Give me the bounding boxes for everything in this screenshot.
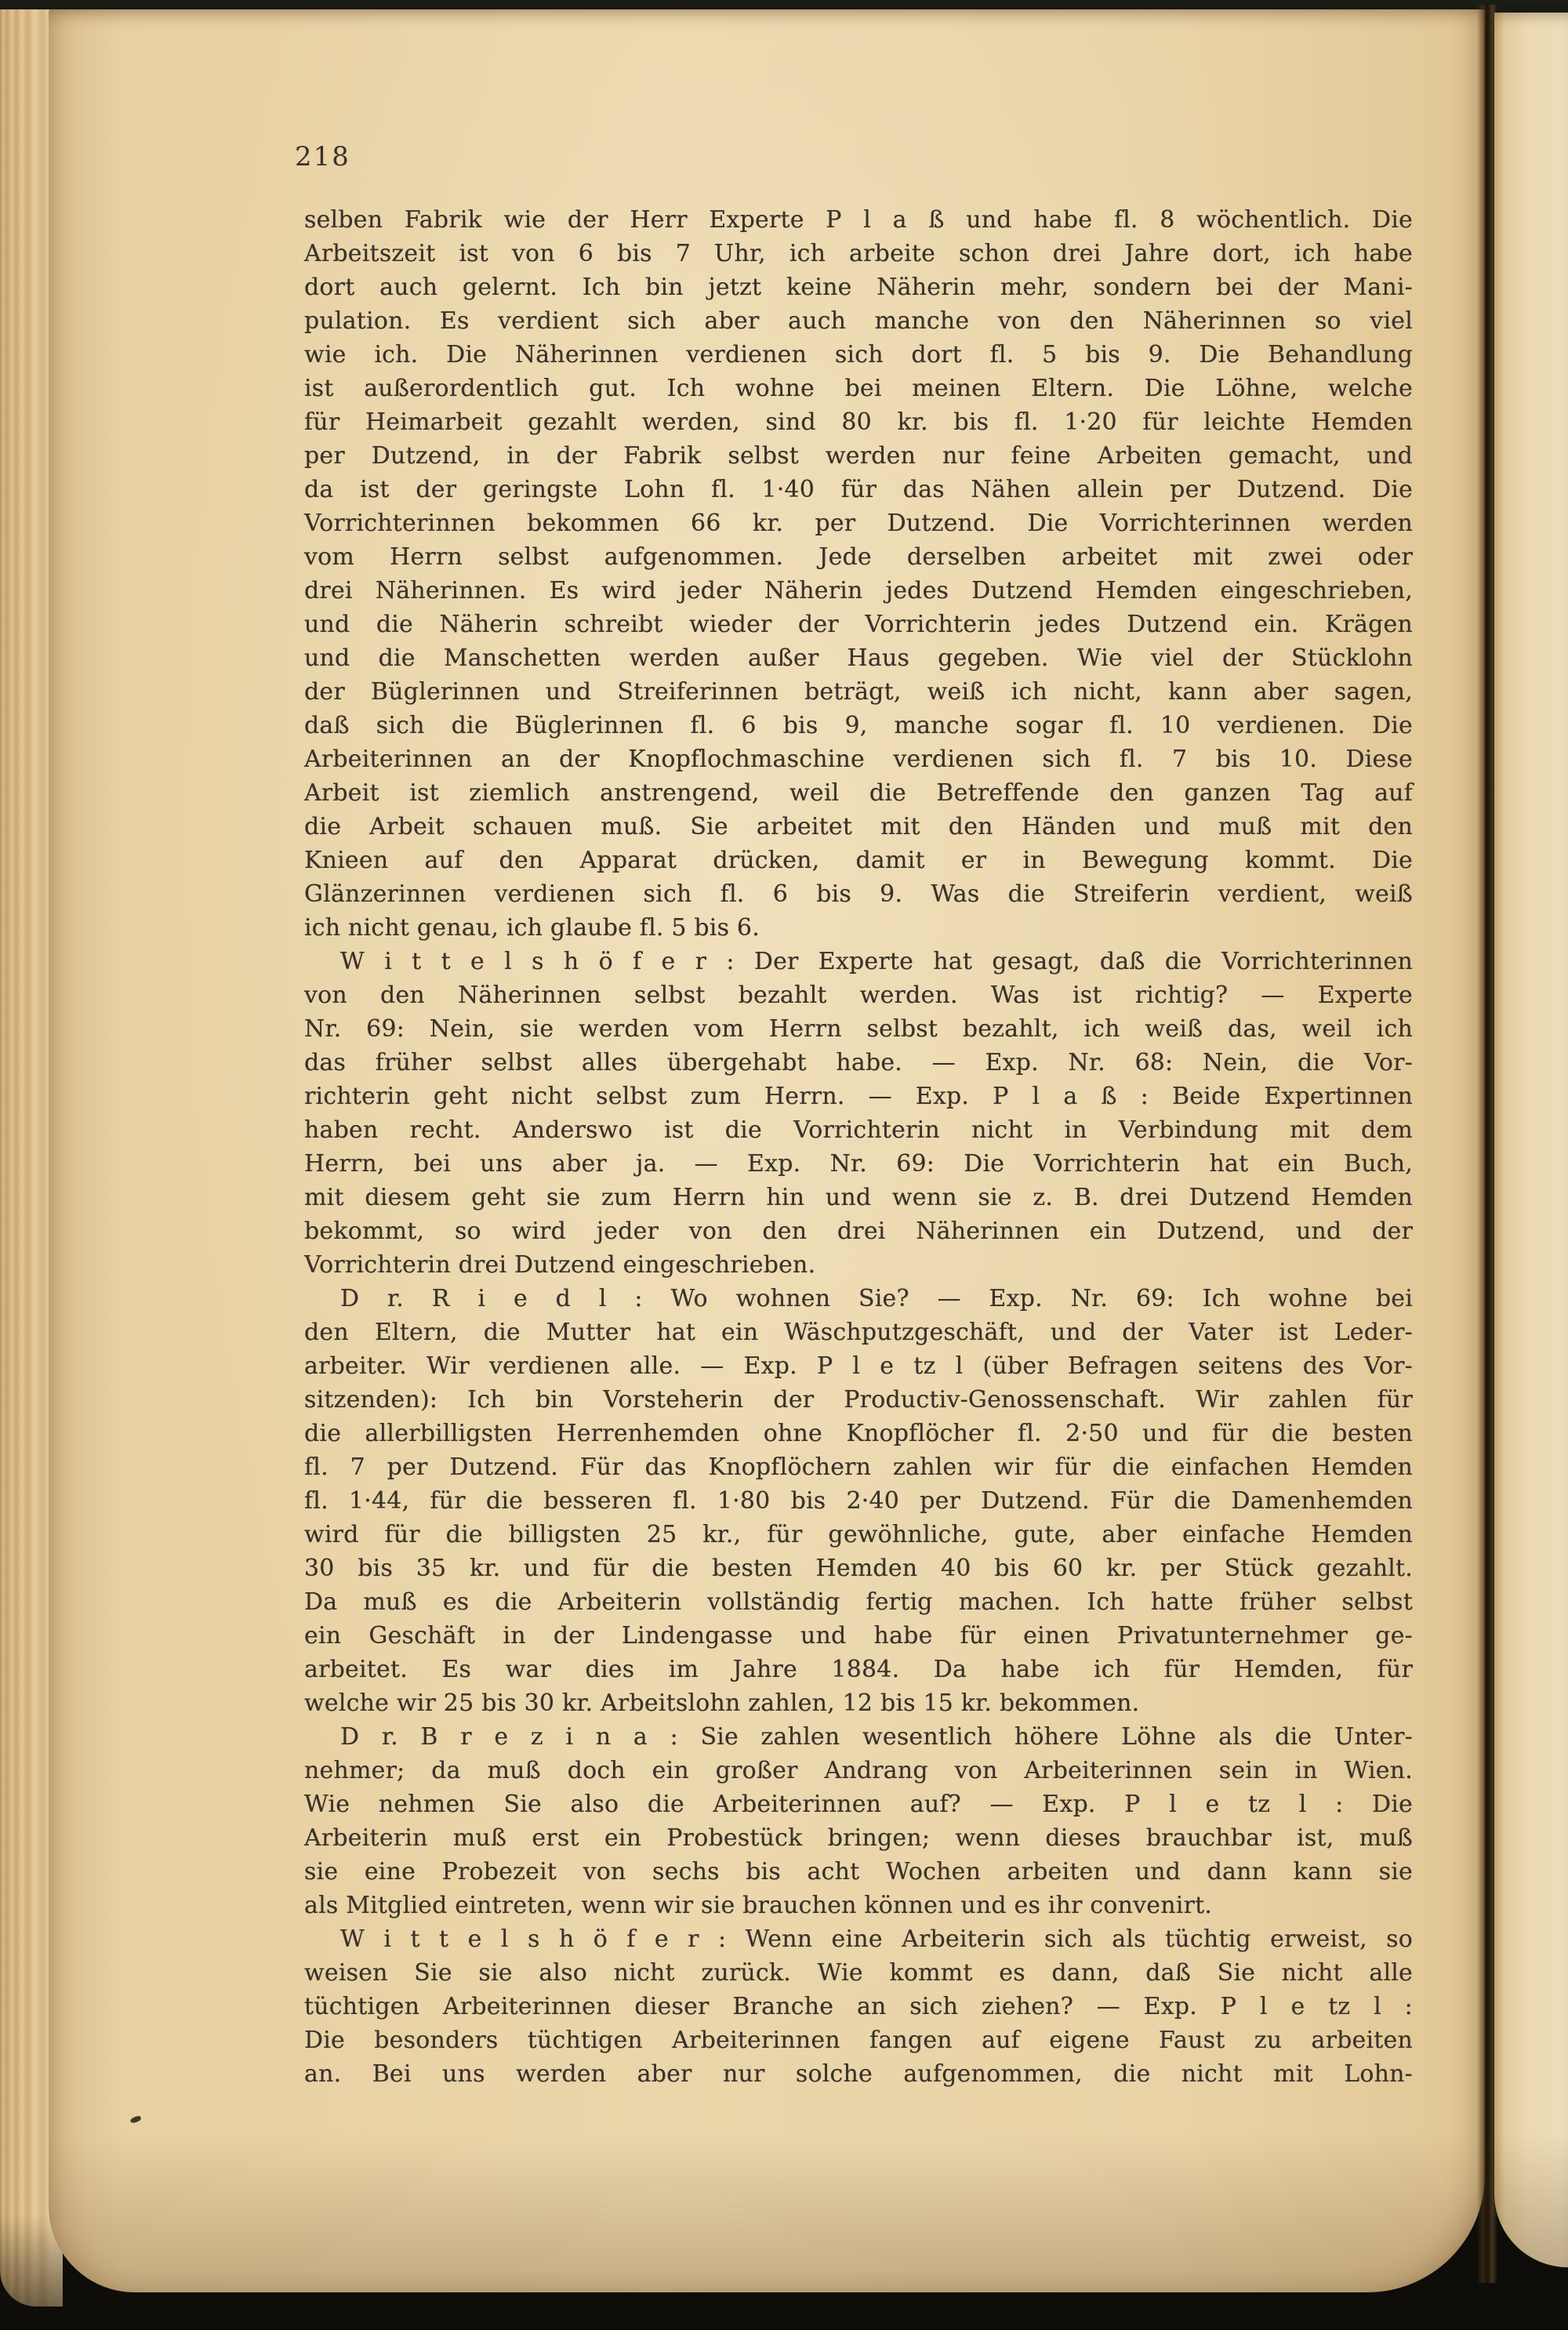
text-line: W i t t e l s h ö f e r : Wenn eine Arbeiterin sich als tüchtig erweist, so	[340, 1925, 1413, 1953]
text-line: mit diesem geht sie zum Herrn hin und wenn sie z. B. drei Dutzend Hemden	[304, 1184, 1413, 1211]
text-line: haben recht. Anderswo ist die Vorrichterin nicht in Verbindung mit dem	[304, 1116, 1413, 1144]
ink-mark	[129, 2115, 141, 2124]
text-line: wird für die billigsten 25 kr., für gewöhnliche, gute, aber einfache Hemden	[304, 1521, 1413, 1548]
text-line: für Heimarbeit gezahlt werden, sind 80 kr. bis fl. 1·20 für leichte Hemden	[304, 408, 1413, 436]
text-line: wie ich. Die Näherinnen verdienen sich dort fl. 5 bis 9. Die Behandlung	[304, 341, 1413, 368]
text-line: welche wir 25 bis 30 kr. Arbeitslohn zahlen, 12 bis 15 kr. bekommen.	[304, 1689, 1140, 1717]
text-line: Glänzerinnen verdienen sich fl. 6 bis 9. Was die Streiferin verdient, weiß	[304, 880, 1413, 908]
text-line: ist außerordentlich gut. Ich wohne bei meinen Eltern. Die Löhne, welche	[304, 375, 1413, 402]
text-line: als Mitglied eintreten, wenn wir sie brauchen können und es ihr convenirt.	[304, 1892, 1213, 1919]
text-line: und die Näherin schreibt wieder der Vorrichterin jedes Dutzend ein. Krägen	[304, 611, 1413, 638]
text-line: D r. B r e z i n a : Sie zahlen wesentlich höhere Löhne als die Unter-	[340, 1723, 1413, 1751]
page-body-text	[304, 203, 1413, 2091]
text-line: Knieen auf den Apparat drücken, damit er in Bewegung kommt. Die	[304, 847, 1413, 874]
text-line: den Eltern, die Mutter hat ein Wäschputzgeschäft, und der Vater ist Leder-	[304, 1319, 1413, 1346]
text-line: Vorrichterinnen bekommen 66 kr. per Dutzend. Die Vorrichterinnen werden	[304, 510, 1413, 537]
text-line: von den Näherinnen selbst bezahlt werden. Was ist richtig? — Experte	[304, 982, 1413, 1009]
text-line: D r. R i e d l : Wo wohnen Sie? — Exp. Nr. 69: Ich wohne bei	[340, 1285, 1413, 1312]
page-number: 218	[295, 141, 350, 172]
text-line: dort auch gelernt. Ich bin jetzt keine Näherin mehr, sondern bei der Mani-	[304, 274, 1413, 301]
text-line: ein Geschäft in der Lindengasse und habe für einen Privatunternehmer ge-	[304, 1622, 1413, 1650]
text-line: Nr. 69: Nein, sie werden vom Herrn selbst bezahlt, ich weiß das, weil ich	[304, 1015, 1413, 1043]
text-line: arbeitet. Es war dies im Jahre 1884. Da habe ich für Hemden, für	[304, 1656, 1413, 1683]
text-line: Herrn, bei uns aber ja. — Exp. Nr. 69: Die Vorrichterin hat ein Buch,	[304, 1150, 1413, 1178]
text-line: selben Fabrik wie der Herr Experte P l a ß und habe fl. 8 wöchentlich. Die	[304, 206, 1413, 234]
text-line: Wie nehmen Sie also die Arbeiterinnen auf? — Exp. P l e tz l : Die	[304, 1791, 1413, 1818]
text-line: pulation. Es verdient sich aber auch manche von den Näherinnen so viel	[304, 307, 1413, 335]
text-line: nehmer; da muß doch ein großer Andrang von Arbeiterinnen sein in Wien.	[304, 1757, 1413, 1784]
text-line: daß sich die Büglerinnen fl. 6 bis 9, manche sogar fl. 10 verdienen. Die	[304, 712, 1413, 739]
text-line: fl. 7 per Dutzend. Für das Knopflöchern zahlen wir für die einfachen Hemden	[304, 1454, 1413, 1481]
text-line: das früher selbst alles übergehabt habe. — Exp. Nr. 68: Nein, die Vor-	[304, 1049, 1413, 1076]
text-line: weisen Sie sie also nicht zurück. Wie kommt es dann, daß Sie nicht alle	[304, 1959, 1413, 1987]
text-line: drei Näherinnen. Es wird jeder Näherin jedes Dutzend Hemden eingeschrieben,	[304, 577, 1413, 604]
text-line: bekommt, so wird jeder von den drei Näherinnen ein Dutzend, und der	[304, 1218, 1413, 1245]
text-line: sie eine Probezeit von sechs bis acht Wochen arbeiten und dann kann sie	[304, 1858, 1413, 1885]
text-line: Arbeit ist ziemlich anstrengend, weil die Betreffende den ganzen Tag auf	[304, 779, 1413, 807]
text-line: Da muß es die Arbeiterin vollständig fertig machen. Ich hatte früher selbst	[304, 1588, 1413, 1616]
text-line: die Arbeit schauen muß. Sie arbeitet mit den Händen und muß mit den	[304, 813, 1413, 840]
text-line: der Büglerinnen und Streiferinnen beträgt, weiß ich nicht, kann aber sagen,	[304, 678, 1413, 706]
text-line: fl. 1·44, für die besseren fl. 1·80 bis 2·40 per Dutzend. Für die Damenhemden	[304, 1487, 1413, 1515]
text-line: tüchtigen Arbeiterinnen dieser Branche an sich ziehen? — Exp. P l e tz l :	[304, 1993, 1413, 2020]
text-line: 30 bis 35 kr. und für die besten Hemden 40 bis 60 kr. per Stück gezahlt.	[304, 1555, 1413, 1582]
text-line: ich nicht genau, ich glaube fl. 5 bis 6.	[304, 914, 760, 942]
adjacent-page-edge	[1494, 13, 1568, 2267]
book-page	[49, 9, 1485, 2292]
text-line: die allerbilligsten Herrenhemden ohne Knopflöcher fl. 2·50 und für die besten	[304, 1420, 1413, 1447]
text-line: Arbeiterin muß erst ein Probestück bringen; wenn dieses brauchbar ist, muß	[304, 1824, 1413, 1852]
text-line: da ist der geringste Lohn fl. 1·40 für das Nähen allein per Dutzend. Die	[304, 476, 1413, 503]
text-line: und die Manschetten werden außer Haus gegeben. Wie viel der Stücklohn	[304, 644, 1413, 672]
text-line: an. Bei uns werden aber nur solche aufgenommen, die nicht mit Lohn-	[304, 2060, 1413, 2088]
text-line: Vorrichterin drei Dutzend eingeschrieben.	[304, 1251, 816, 1279]
text-line: W i t t e l s h ö f e r : Der Experte hat gesagt, daß die Vorrichterinnen	[340, 948, 1413, 975]
text-line: Arbeiterinnen an der Knopflochmaschine verdienen sich fl. 7 bis 10. Diese	[304, 746, 1413, 773]
text-line: Die besonders tüchtigen Arbeiterinnen fangen auf eigene Faust zu arbeiten	[304, 2027, 1413, 2054]
text-line: arbeiter. Wir verdienen alle. — Exp. P l e tz l (über Befragen seitens des Vor-	[304, 1352, 1413, 1380]
text-line: Arbeitszeit ist von 6 bis 7 Uhr, ich arbeite schon drei Jahre dort, ich habe	[304, 240, 1413, 267]
text-line: vom Herrn selbst aufgenommen. Jede derselben arbeitet mit zwei oder	[304, 543, 1413, 571]
text-line: sitzenden): Ich bin Vorsteherin der Productiv-Genossenschaft. Wir zahlen für	[304, 1386, 1413, 1414]
text-line: per Dutzend, in der Fabrik selbst werden nur feine Arbeiten gemacht, und	[304, 442, 1413, 470]
text-line: richterin geht nicht selbst zum Herrn. — Exp. P l a ß : Beide Expertinnen	[304, 1083, 1413, 1110]
